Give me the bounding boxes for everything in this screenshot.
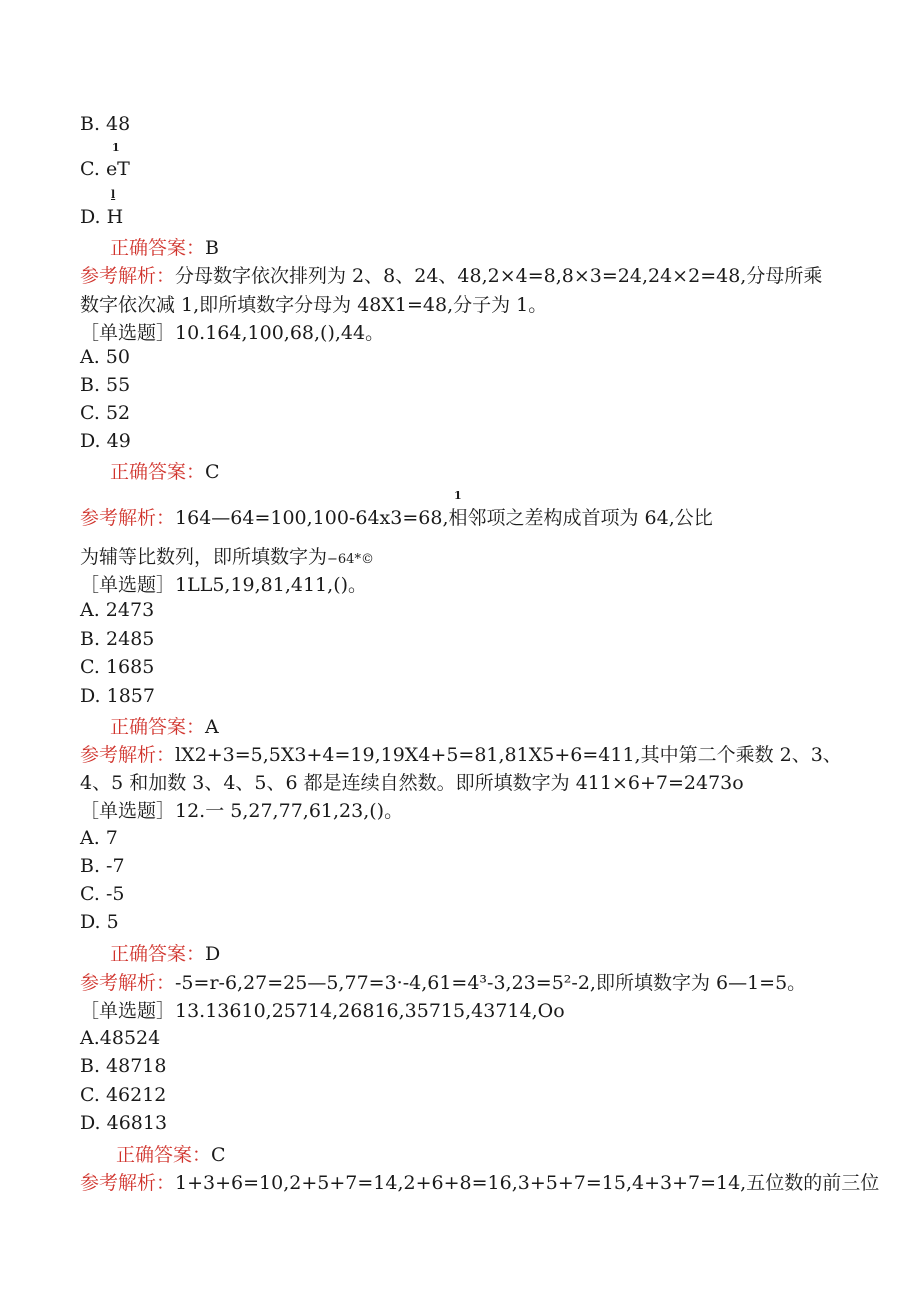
analysis-line: 4、5 和加数 3、4、5、6 都是连续自然数。即所填数字为 411×6+7=2473o	[80, 772, 744, 794]
analysis-line: 参考解析：-5=r-6,27=25—5,77=3·-4,61=4³-3,23=5²-2,即所填数字为 6—1=5。	[80, 972, 807, 994]
analysis-label: 参考解析：	[80, 744, 176, 766]
question-stem: ［单选题］1LL5,19,81,411,()。	[80, 574, 368, 596]
analysis-label: 参考解析：	[80, 507, 176, 529]
option-a: A.48524	[80, 1027, 161, 1049]
question-stem: ［单选题］12.一 5,27,77,61,23,()。	[80, 800, 404, 822]
option-d: D. 46813	[80, 1112, 168, 1134]
question-stem: ［单选题］13.13610,25714,26816,35715,43714,Oo	[80, 1000, 565, 1022]
option-d: D. H	[80, 206, 124, 228]
answer-label: 正确答案：	[110, 716, 206, 738]
option-a: A. 2473	[80, 599, 155, 621]
option-b: B. 48	[80, 113, 131, 135]
option-d: D. 49	[80, 430, 131, 452]
option-c: C. 52	[80, 402, 131, 424]
answer-value: D	[205, 943, 221, 965]
answer-line	[110, 236, 219, 260]
answer-value: A	[205, 716, 219, 738]
answer-value: C	[205, 461, 220, 483]
answer-line	[110, 715, 219, 739]
option-c: C. -5	[80, 883, 125, 905]
answer-label: 正确答案：	[110, 943, 206, 965]
option-b: B. 2485	[80, 628, 155, 650]
answer-line	[110, 942, 220, 966]
answer-line	[110, 460, 220, 484]
option-d: D. 5	[80, 911, 119, 933]
option-a: A. 7	[80, 827, 118, 849]
analysis-line: 参考解析：分母数字依次排列为 2、8、24、48,2×4=8,8×3=24,24×2=48,分母所乘	[80, 265, 823, 287]
answer-label: 正确答案：	[116, 1144, 212, 1166]
stray-mark: 1	[112, 141, 120, 154]
option-b: B. 48718	[80, 1055, 167, 1077]
option-b: B. 55	[80, 374, 131, 396]
option-b: B. -7	[80, 855, 125, 877]
analysis-label: 参考解析：	[80, 1172, 176, 1194]
analysis-label: 参考解析：	[80, 265, 176, 287]
analysis-line: 参考解析：164—64=100,100-64x3=68,相邻项之差构成首项为 64,公比	[80, 507, 713, 529]
option-c: C. eT	[80, 158, 130, 180]
answer-value: C	[211, 1144, 226, 1166]
option-a: A. 50	[80, 346, 130, 368]
formula-mark: 1	[454, 489, 462, 502]
stray-mark: l	[111, 188, 116, 201]
option-c: C. 1685	[80, 656, 155, 678]
answer-label: 正确答案：	[110, 461, 206, 483]
analysis-line: 参考解析：1+3+6=10,2+5+7=14,2+6+8=16,3+5+7=15,4+3+7=14,五位数的前三位	[80, 1172, 880, 1194]
analysis-line: 参考解析：lX2+3=5,5X3+4=19,19X4+5=81,81X5+6=411,其中第二个乘数 2、3、	[80, 744, 842, 766]
analysis-line: 为辅等比数列，即所填数字为−64*©	[80, 546, 374, 568]
option-c: C. 46212	[80, 1084, 167, 1106]
analysis-label: 参考解析：	[80, 972, 176, 994]
option-d: D. 1857	[80, 685, 155, 707]
answer-label: 正确答案：	[110, 237, 206, 259]
answer-line	[116, 1143, 226, 1167]
question-stem: ［单选题］10.164,100,68,(),44。	[80, 322, 385, 344]
analysis-line: 数字依次减 1,即所填数字分母为 48X1=48,分子为 1。	[80, 294, 548, 316]
answer-value: B	[205, 237, 219, 259]
